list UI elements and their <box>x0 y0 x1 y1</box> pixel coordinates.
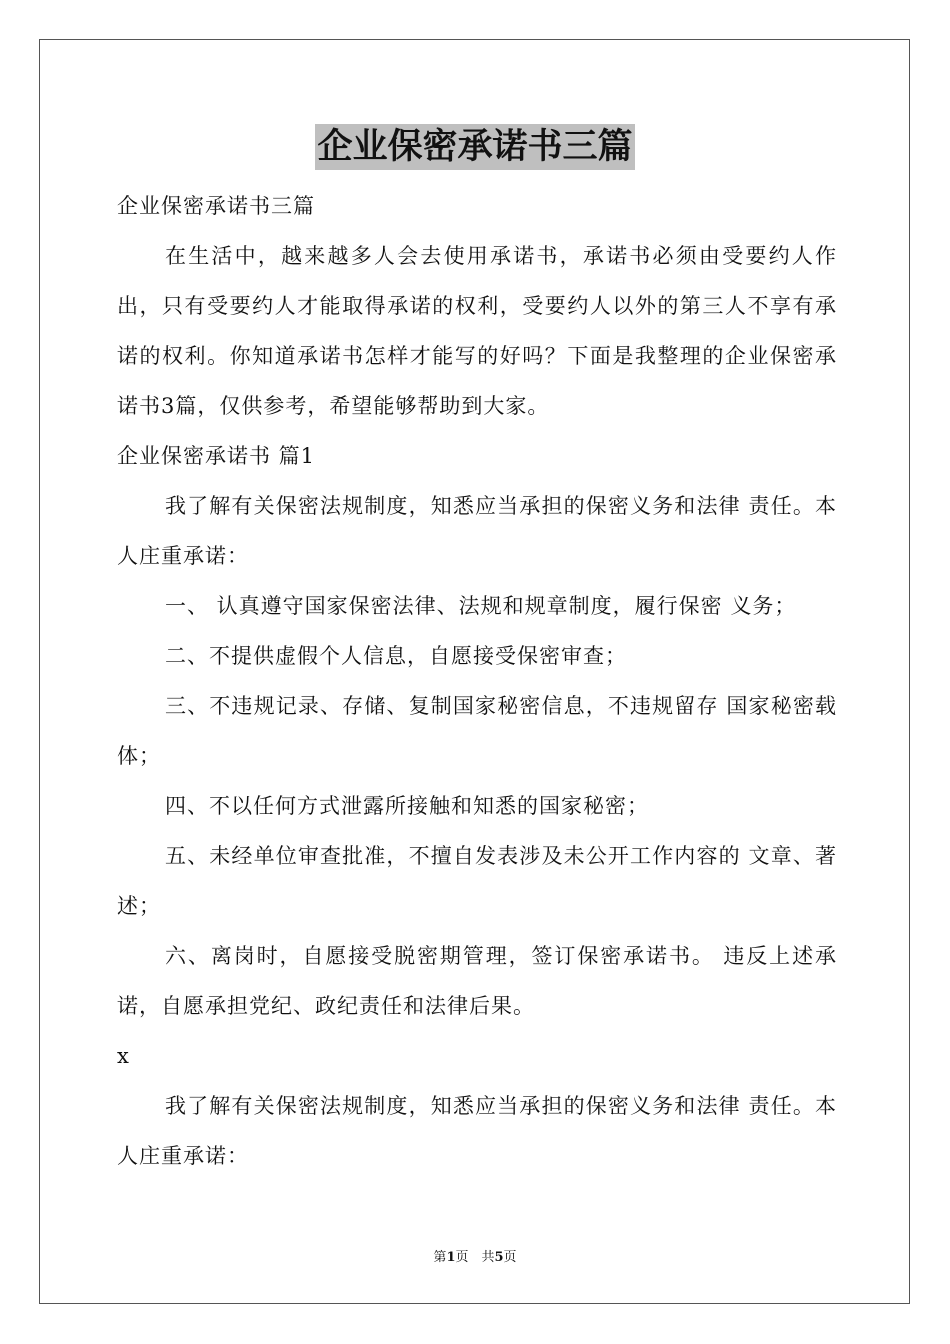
paragraph: x <box>117 1044 130 1068</box>
page-footer <box>0 1246 950 1265</box>
paragraph: 我了解有关保密法规制度，知悉应当承担的保密义务和法律 责任。本人庄重承诺： <box>117 494 837 568</box>
footer-suffix: 页 <box>503 1250 517 1265</box>
current-page-number: 1 <box>446 1250 456 1265</box>
paragraph: 在生活中，越来越多人会去使用承诺书，承诺书必须由受要约人作出，只有受要约人才能取得承诺的权利，受要约人以外的第三人不享有承诺的权利。你知道承诺书怎样才能写的好吗？下面是我整理的企业保密承诺书3篇，仅供参考，希望能够帮助到大家。 <box>117 244 837 418</box>
paragraph: 我了解有关保密法规制度，知悉应当承担的保密义务和法律 责任。本人庄重承诺： <box>117 1094 837 1168</box>
document-title: 企业保密承诺书三篇 <box>315 124 634 170</box>
document-body <box>117 181 837 1181</box>
list-item: 一、 认真遵守国家保密法律、法规和规章制度，履行保密 义务； <box>165 594 797 618</box>
section-heading: 企业保密承诺书 篇1 <box>117 444 316 468</box>
list-item: 六、离岗时，自愿接受脱密期管理，签订保密承诺书。 违反上述承诺，自愿承担党纪、政纪责任和法律后果。 <box>117 944 837 1018</box>
paragraph: 企业保密承诺书三篇 <box>117 194 315 218</box>
list-item: 四、不以任何方式泄露所接触和知悉的国家秘密； <box>165 794 649 818</box>
footer-prefix: 第 <box>433 1250 447 1265</box>
total-page-count: 5 <box>494 1250 504 1265</box>
list-item: 二、不提供虚假个人信息，自愿接受保密审查； <box>165 644 627 668</box>
title-container <box>0 124 950 170</box>
list-item: 五、未经单位审查批准，不擅自发表涉及未公开工作内容的 文章、著述； <box>117 844 837 918</box>
list-item: 三、不违规记录、存储、复制国家秘密信息，不违规留存 国家秘密载体； <box>117 694 837 768</box>
footer-mid: 页 共 <box>455 1250 495 1265</box>
